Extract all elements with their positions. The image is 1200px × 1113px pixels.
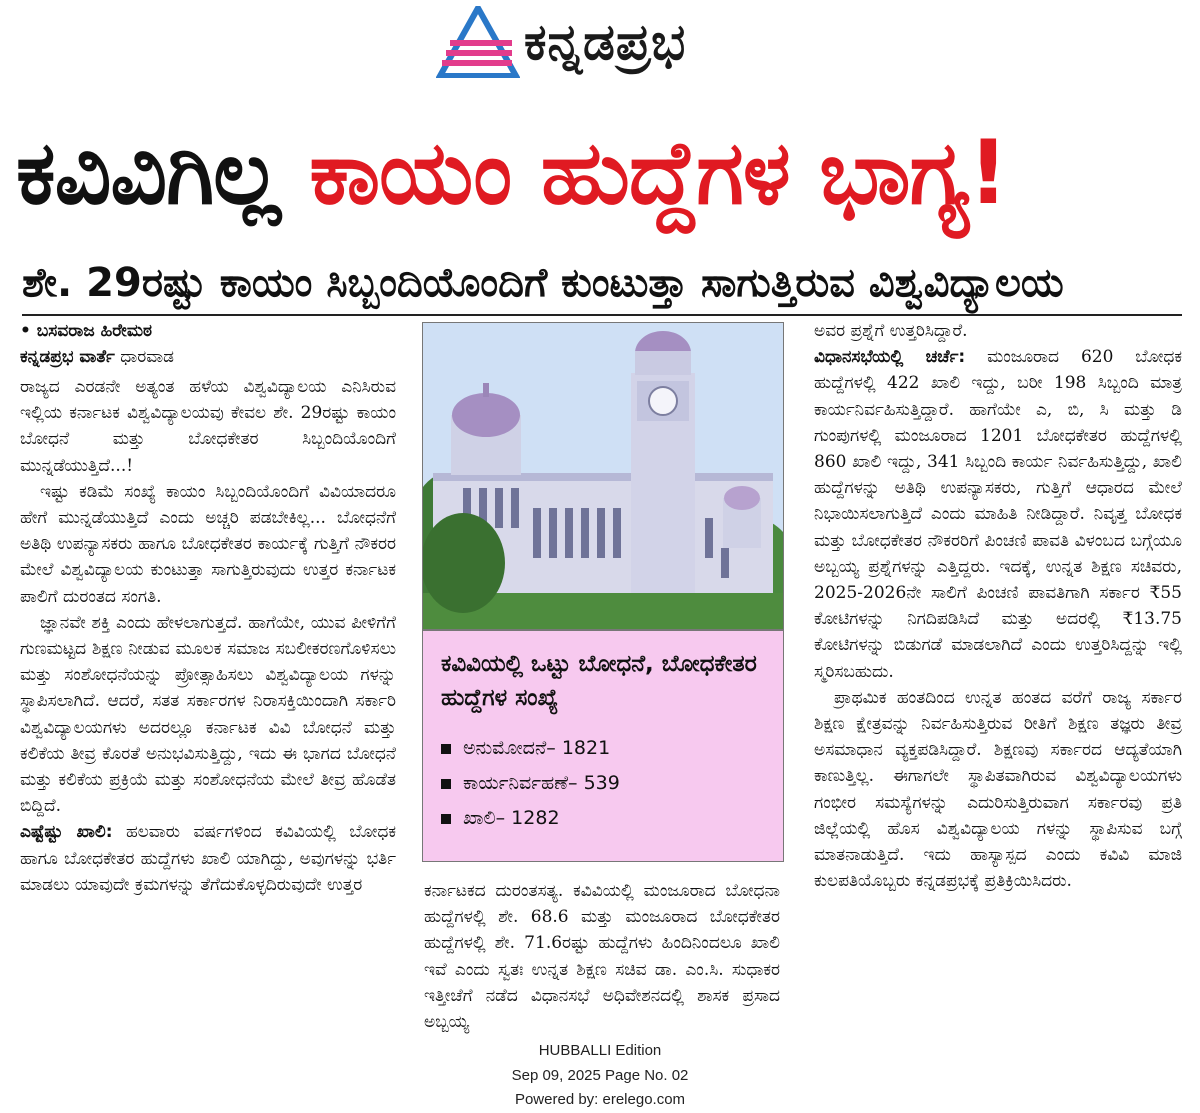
headline-part-black: ಕವಿವಿಗಿಲ್ಲ	[16, 121, 310, 224]
agency-name: ಕನ್ನಡಪ್ರಭ ವಾರ್ತೆ	[20, 347, 115, 367]
bullet-square-icon	[441, 779, 451, 789]
section-lead: ವಿಧಾನಸಭೆಯಲ್ಲಿ ಚರ್ಚೆ:	[814, 347, 966, 368]
paragraph: ರಾಜ್ಯದ ಎರಡನೇ ಅತ್ಯಂತ ಹಳೆಯ ವಿಶ್ವವಿದ್ಯಾಲಯ ಎನಿಸಿರುವ ಇಲ್ಲಿಯ ಕರ್ನಾಟಕ ವಿಶ್ವವಿದ್ಯಾಲಯವು ಕೇವಲ ಶೇ. 29ರಷ್ಟು ಕಾಯಂ ಬೋಧನೆ ಮತ್ತು ಬೋಧಕೇತರ ಸಿಬ್ಬಂದಿಯೊಂದಿಗೆ ಮುನ್ನಡೆಯುತ್ತಿದೆ...!	[20, 377, 396, 476]
paragraph	[814, 344, 1182, 685]
bullet-square-icon	[441, 744, 451, 754]
building-illustration	[423, 323, 784, 630]
paragraph-text: ಹಲವಾರು ವರ್ಷಗಳಿಂದ ಕವಿವಿಯಲ್ಲಿ ಬೋಧಕ ಹಾಗೂ ಬೋಧಕೇತರ ಹುದ್ದೆಗಳು ಖಾಲಿ ಯಾಗಿದ್ದು, ಅವುಗಳನ್ನು ಭರ್ತಿ ಮಾಡಲು ಯಾವುದೇ ಕ್ರಮಗಳನ್ನು ತೆಗೆದುಕೊಳ್ಳದಿರುವುದೇ ಉತ್ತರ	[20, 822, 396, 895]
kannadaprabha-logo-icon	[436, 6, 520, 78]
paragraph: ಕರ್ನಾಟಕದ ದುರಂತಸತ್ಯ. ಕವಿವಿಯಲ್ಲಿ ಮಂಜೂರಾದ ಬೋಧನಾ ಹುದ್ದೆಗಳಲ್ಲಿ ಶೇ. 68.6 ಮತ್ತು ಮಂಜೂರಾದ ಬೋಧಕೇತರ ಹುದ್ದೆಗಳಲ್ಲಿ ಶೇ. 71.6ರಷ್ಟು ಹುದ್ದೆಗಳು ಹಿಂದಿನಿಂದಲೂ ಖಾಲಿ ಇವೆ ಎಂದು ಸ್ವತಃ ಉನ್ನತ ಶಿಕ್ಷಣ ಸಚಿವ ಡಾ. ಎಂ.ಸಿ. ಸುಧಾಕರ ಇತ್ತೀಚೆಗೆ ನಡೆದ ವಿಧಾನಸಭೆ ಅಧಿವೇಶನದಲ್ಲಿ ಶಾಸಕ ಪ್ರಸಾದ ಅಬ್ಬಯ್ಯ	[424, 881, 780, 1033]
list-item-text: ಅನುಮೋದನೆ– 1821	[463, 737, 611, 759]
article-column-2	[424, 878, 780, 1038]
powered-by-link[interactable]: Powered by: erelego.com	[514, 1091, 686, 1108]
headline-part-red: ಕಾಯಂ ಹುದ್ದೆಗಳ ಭಾಗ್ಯ!	[309, 121, 1008, 224]
article-column-1	[20, 374, 396, 1034]
list-item	[441, 731, 771, 766]
author-name: • ಬಸವರಾಜ ಹಿರೇಮಠ	[20, 321, 152, 341]
date-page-label: Sep 09, 2025 Page No. 02	[511, 1067, 689, 1084]
paragraph	[20, 819, 396, 898]
subheadline: ಶೇ. 29ರಷ್ಟು ಕಾಯಂ ಸಿಬ್ಬಂದಿಯೊಂದಿಗೆ ಕುಂಟುತ್ತಾ ಸಾಗುತ್ತಿರುವ ವಿಶ್ವವಿದ್ಯಾಲಯ	[22, 260, 1064, 306]
stats-infobox	[422, 630, 784, 862]
headline	[16, 98, 1188, 248]
university-building-photo	[422, 322, 784, 630]
dateline-place: ಧಾರವಾಡ	[114, 347, 174, 367]
infobox-list	[441, 731, 771, 836]
list-item-text: ಖಾಲಿ– 1282	[463, 807, 560, 829]
infobox-title: ಕವಿವಿಯಲ್ಲಿ ಒಟ್ಟು ಬೋಧನೆ, ಬೋಧಕೇತರ ಹುದ್ದೆಗಳ ಸಂಖ್ಯೆ	[441, 651, 757, 711]
section-lead: ಎಷ್ಟೆಷ್ಟು ಖಾಲಿ:	[20, 822, 113, 843]
edition-label: HUBBALLI Edition	[538, 1042, 662, 1059]
paragraph: ಇಷ್ಟು ಕಡಿಮೆ ಸಂಖ್ಯೆ ಕಾಯಂ ಸಿಬ್ಬಂದಿಯೊಂದಿಗೆ ವಿವಿಯಾದರೂ ಹೇಗೆ ಮುನ್ನಡೆಯುತ್ತಿದೆ ಎಂದು ಅಚ್ಚರಿ ಪಡಬೇಕಿಲ್ಲ... ಬೋಧನೆಗೆ ಅತಿಥಿ ಉಪನ್ಯಾಸಕರು ಹಾಗೂ ಬೋಧಕೇತರ ಕಾರ್ಯಕ್ಕೆ ಗುತ್ತಿಗೆ ನೌಕರರ ಮೇಲೆ ವಿಶ್ವವಿದ್ಯಾಲಯ ಕುಂಟುತ್ತಾ ಸಾಗುತ್ತಿರುವುದು ಉತ್ತರ ಕರ್ನಾಟಕ ಪಾಲಿಗೆ ದುರಂತದ ಸಂಗತಿ.	[20, 481, 396, 607]
paragraph: ಅವರ ಪ್ರಶ್ನೆಗೆ ಉತ್ತರಿಸಿದ್ದಾರೆ.	[814, 321, 968, 341]
paragraph: ಜ್ಞಾನವೇ ಶಕ್ತಿ ಎಂದು ಹೇಳಲಾಗುತ್ತದೆ. ಹಾಗೆಯೇ, ಯುವ ಪೀಳಿಗೆಗೆ ಗುಣಮಟ್ಟದ ಶಿಕ್ಷಣ ನೀಡುವ ಮೂಲಕ ಸಮಾಜ ಸಬಲೀಕರಣಗೊಳಿಸಲು ಮತ್ತು ಸಂಶೋಧನೆಯನ್ನು ಪ್ರೋತ್ಸಾಹಿಸಲು ವಿಶ್ವವಿದ್ಯಾಲಯ ಗಳನ್ನು ಸ್ಥಾಪಿಸಲಾಗಿದೆ. ಆದರೆ, ಸತತ ಸರ್ಕಾರಗಳ ನಿರಾಸಕ್ತಿಯಿಂದಾಗಿ ಸರ್ಕಾರಿ ವಿಶ್ವವಿದ್ಯಾಲಯಗಳು ಅದರಲ್ಲೂ ಕರ್ನಾಟಕ ವಿವಿ ಬೋಧನೆ ಮತ್ತು ಕಲಿಕೆಯ ತೀವ್ರ ಕೊರತೆ ಅನುಭವಿಸುತ್ತಿದ್ದು, ಇದು ಈ ಭಾಗದ ಬೋಧನೆ ಮತ್ತು ಕಲಿಕೆಯ ಪ್ರಕ್ರಿಯೆ ಮತ್ತು ಸಂಶೋಧನೆಯ ಮೇಲೆ ತೀವ್ರ ಹೊಡೆತ ಬಿದ್ದಿದೆ.	[20, 612, 396, 817]
list-item	[441, 766, 771, 801]
bullet-square-icon	[441, 814, 451, 824]
byline	[20, 318, 400, 370]
divider	[22, 314, 1182, 316]
article-column-3	[814, 318, 1182, 1038]
list-item	[441, 801, 771, 836]
paragraph-text: ಮಂಜೂರಾದ 620 ಬೋಧಕ ಹುದ್ದೆಗಳಲ್ಲಿ 422 ಖಾಲಿ ಇದ್ದು, ಬರೀ 198 ಸಿಬ್ಬಂದಿ ಮಾತ್ರ ಕಾರ್ಯನಿರ್ವಹಿಸುತ್ತಿದ್ದಾರೆ. ಹಾಗೆಯೇ ಎ, ಬಿ, ಸಿ ಮತ್ತು ಡಿ ಗುಂಪುಗಳಲ್ಲಿ ಮಂಜೂರಾದ 1201 ಬೋಧಕೇತರ ಹುದ್ದೆಗಳಲ್ಲಿ 860 ಖಾಲಿ ಇದ್ದು, 341 ಸಿಬ್ಬಂದಿ ಕಾರ್ಯ ನಿರ್ವಹಿಸುತ್ತಿದ್ದು, ಖಾಲಿ ಹುದ್ದೆಗಳನ್ನು ಅತಿಥಿ ಉಪನ್ಯಾಸಕರು, ಗುತ್ತಿಗೆ ಆಧಾರದ ಮೇಲೆ ನಿಭಾಯಿಸಲಾಗುತ್ತಿದೆ ಎಂದು ಮಾಹಿತಿ ನೀಡಿದ್ದಾರೆ. ನಿವೃತ್ತ ಬೋಧಕ ಮತ್ತು ಬೋಧಕೇತರ ನೌಕರರಿಗೆ ಪಿಂಚಣಿ ಪಾವತಿ ವಿಳಂಬದ ಬಗ್ಗೆಯೂ ಅಬ್ಬಯ್ಯ ಪ್ರಶ್ನೆಗಳನ್ನು ಎತ್ತಿದ್ದರು. ಇದಕ್ಕೆ, ಉನ್ನತ ಶಿಕ್ಷಣ ಸಚಿವರು, 2025-2026ನೇ ಸಾಲಿಗೆ ಪಿಂಚಣಿ ಪಾವತಿಗಾಗಿ ಸರ್ಕಾರ ₹55 ಕೋಟಿಗಳನ್ನು ನಿಗದಿಪಡಿಸಿದೆ ಮತ್ತು ಅದರಲ್ಲಿ ₹13.75 ಕೋಟಿಗಳನ್ನು ಬಿಡುಗಡೆ ಮಾಡಲಾಗಿದೆ ಎಂದು ಉತ್ತರಿಸಿದ್ದನ್ನು ಇಲ್ಲಿ ಸ್ಮರಿಸಬಹುದು.	[814, 347, 1182, 682]
paragraph: ಪ್ರಾಥಮಿಕ ಹಂತದಿಂದ ಉನ್ನತ ಹಂತದ ವರೆಗೆ ರಾಜ್ಯ ಸರ್ಕಾರ ಶಿಕ್ಷಣ ಕ್ಷೇತ್ರವನ್ನು ನಿರ್ವಹಿಸುತ್ತಿರುವ ರೀತಿಗೆ ಶಿಕ್ಷಣ ತಜ್ಞರು ತೀವ್ರ ಅಸಮಾಧಾನ ವ್ಯಕ್ತಪಡಿಸಿದ್ದಾರೆ. ಶಿಕ್ಷಣವು ಸರ್ಕಾರದ ಆದ್ಯತೆಯಾಗಿ ಕಾಣುತ್ತಿಲ್ಲ. ಈಗಾಗಲೇ ಸ್ಥಾಪಿತವಾಗಿರುವ ವಿಶ್ವವಿದ್ಯಾಲಯಗಳು ಗಂಭೀರ ಸಮಸ್ಯೆಗಳನ್ನು ಎದುರಿಸುತ್ತಿರುವಾಗ ಸರ್ಕಾರವು ಪ್ರತಿ ಜಿಲ್ಲೆಯಲ್ಲಿ ಹೊಸ ವಿಶ್ವವಿದ್ಯಾಲಯ ಗಳನ್ನು ಸ್ಥಾಪಿಸುವ ಬಗ್ಗೆ ಮಾತನಾಡುತ್ತಿದೆ. ಇದು ಹಾಸ್ಯಾಸ್ಪದ ಎಂದು ಕವಿವಿ ಮಾಜಿ ಕುಲಪತಿಯೊಬ್ಬರು ಕನ್ನಡಪ್ರಭಕ್ಕೆ ಪ್ರತಿಕ್ರಿಯಿಸಿದರು.	[814, 687, 1182, 892]
masthead-logo-text: ಕನ್ನಡಪ್ರಭ	[524, 13, 687, 71]
masthead	[0, 0, 1200, 84]
list-item-text: ಕಾರ್ಯನಿರ್ವಹಣೆ– 539	[463, 772, 620, 794]
